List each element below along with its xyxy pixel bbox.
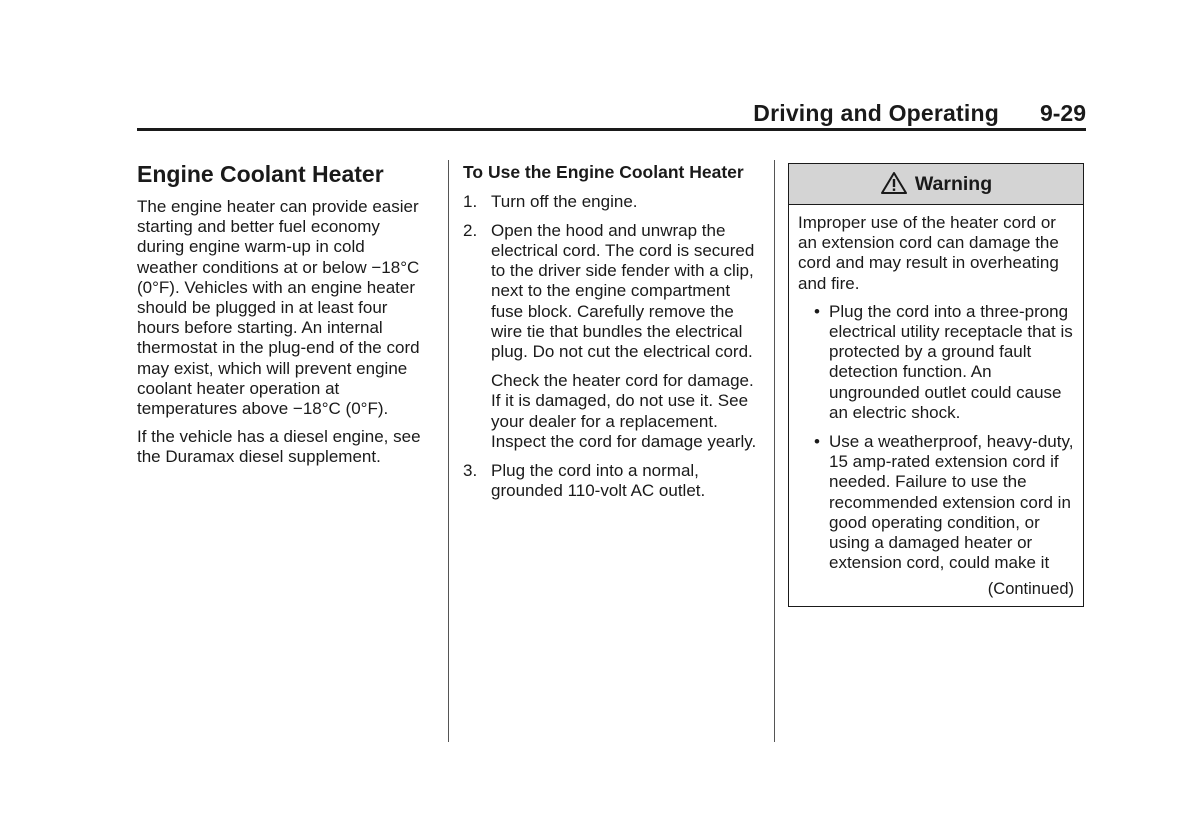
step-text: Open the hood and unwrap the electrical cord. The cord is secured to the driver side fender with a clip, next to the engine compartment fuse block. Carefully remove the wire tie that bundles the electrical plug. Do not cut the electrical cord. [491, 220, 755, 361]
page-number: 9-29 [1039, 100, 1086, 126]
list-item [463, 461, 765, 501]
warning-body [789, 205, 1083, 606]
page-header [137, 100, 1086, 128]
warning-triangle-icon [880, 171, 908, 195]
warning-intro: Improper use of the heater cord or an extension cord can damage the cord and may result in overheating and fire. [798, 213, 1059, 293]
step-number: 2. [463, 220, 478, 240]
step-number: 3. [463, 460, 478, 480]
section-title: Engine Coolant Heater [137, 161, 384, 187]
bullet-symbol: • [814, 301, 820, 321]
diesel-paragraph: If the vehicle has a diesel engine, see the Duramax diesel supplement. [137, 427, 421, 467]
step-text: Plug the cord into a normal, grounded 110-volt AC outlet. [491, 460, 706, 501]
column-engine-coolant-heater [137, 160, 429, 476]
column-warning [788, 163, 1086, 607]
section-name: Driving and Operating [753, 100, 999, 126]
list-item [798, 432, 1074, 573]
list-item [463, 192, 765, 212]
column-divider-left [448, 160, 449, 742]
bullet-text: Use a weatherproof, heavy-duty, 15 amp-rated extension cord if needed. Failure to use the recommended extension cord in good operating condition, or using a damaged heater or extension cord, could make it [829, 432, 1074, 573]
continued-label: (Continued) [987, 580, 1074, 599]
list-item [463, 221, 765, 452]
subsection-title: To Use the Engine Coolant Heater [463, 162, 744, 182]
steps-list [463, 192, 765, 502]
bullet-text: Plug the cord into a three-prong electrical utility receptacle that is protected by a ground fault detection function. An ungrounded outlet could cause an electric shock. [829, 301, 1073, 422]
header-rule [137, 128, 1086, 131]
column-divider-right [774, 160, 775, 742]
bullet-symbol: • [814, 432, 820, 452]
step-text: Turn off the engine. [491, 191, 638, 211]
warning-label: Warning [914, 172, 993, 195]
step-extra-text: Check the heater cord for damage. If it is damaged, do not use it. See your dealer for a replacement. Inspect the cord for damage yearly. [491, 371, 757, 451]
list-item [798, 302, 1074, 423]
warning-header [789, 164, 1083, 205]
warning-bullets [798, 302, 1074, 574]
warning-box [788, 163, 1084, 607]
intro-paragraph: The engine heater can provide easier starting and better fuel economy during engine warm-up in cold weather conditions at or below −18°C (0°F). Vehicles with an engine heater should be plugged in at least four hours before starting. An internal thermostat in the plug-end of the cord may exist, which will prevent engine coolant heater operation at temperatures above −18°C (0°F). [137, 197, 420, 419]
column-usage-steps [463, 162, 765, 510]
step-number: 1. [463, 191, 478, 211]
